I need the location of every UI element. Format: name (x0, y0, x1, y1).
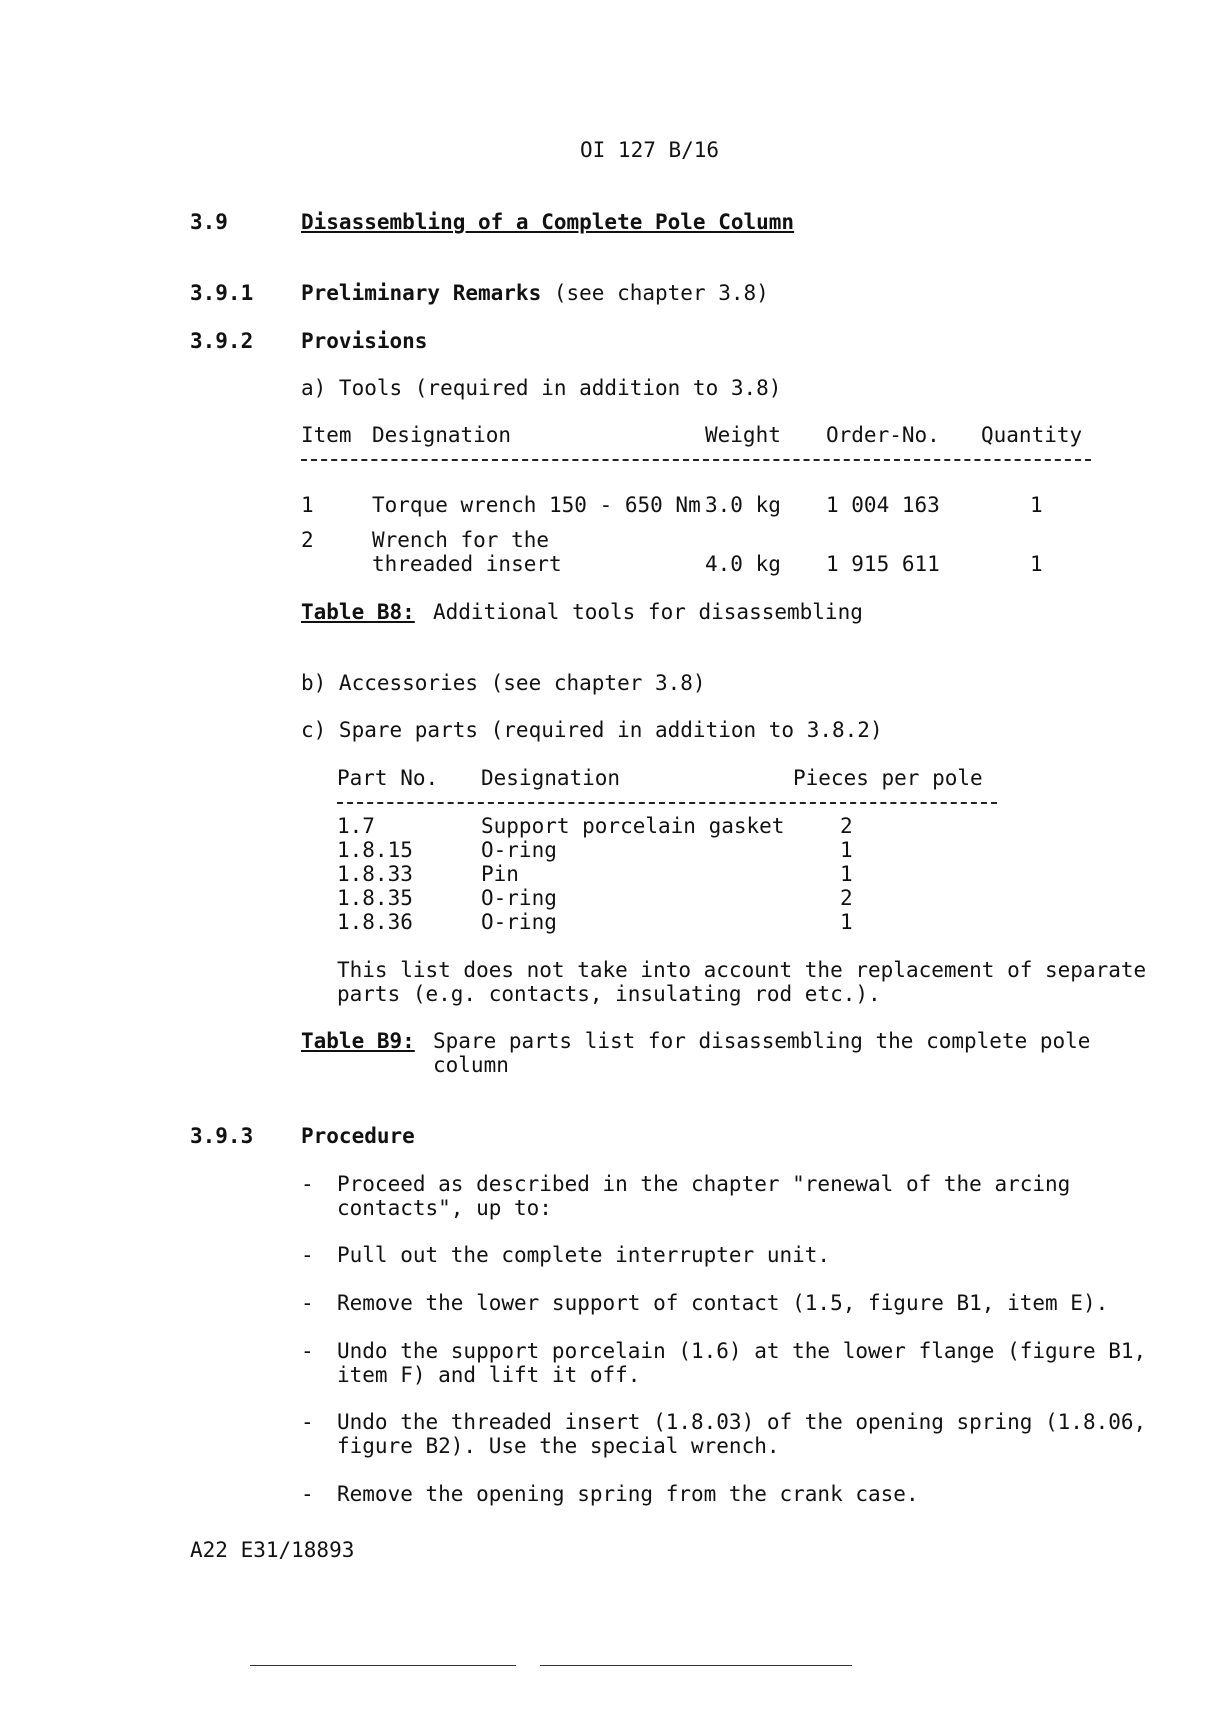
procedure-step-2-line1: Pull out the complete interrupter unit. (337, 1243, 831, 1267)
table-b8-caption: Additional tools for disassembling (433, 600, 863, 624)
spares-row-4-part: 1.8.35 (337, 886, 413, 910)
procedure-step-3-line1: Remove the lower support of contact (1.5, figure B1, item E). (337, 1291, 1109, 1315)
table-b9-caption-line2: column (433, 1053, 509, 1077)
procedure-bullet-5: - (301, 1410, 314, 1434)
spares-row-3-part: 1.8.33 (337, 862, 413, 886)
procedure-step-1-line1: Proceed as described in the chapter "renewal of the arcing (337, 1172, 1071, 1196)
tools-row-2-quantity: 1 (1030, 552, 1043, 576)
subsection-391 (301, 281, 769, 305)
spares-row-4-designation: O-ring (481, 886, 557, 910)
spares-header-rule (337, 802, 997, 804)
subsection-number-393: 3.9.3 (190, 1124, 254, 1148)
accessories-text: b) Accessories (see chapter 3.8) (301, 671, 706, 695)
tools-row-1-designation: Torque wrench 150 - 650 Nm (372, 493, 701, 517)
spares-note-line2: parts (e.g. contacts, insulating rod etc.). (337, 982, 881, 1006)
spares-intro: c) Spare parts (required in addition to 3.8.2) (301, 718, 883, 742)
spares-row-1-pieces: 2 (840, 814, 853, 838)
procedure-bullet-4: - (301, 1339, 314, 1363)
spares-row-4-pieces: 2 (840, 886, 853, 910)
footer-code: A22 E31/18893 (190, 1538, 355, 1562)
tools-row-2-weight: 4.0 kg (705, 552, 781, 576)
tools-row-2-designation-line1: Wrench for the (372, 528, 550, 552)
subsection-title-391: Preliminary Remarks (301, 281, 542, 305)
procedure-bullet-2: - (301, 1243, 314, 1267)
tools-header-order: Order-No. (826, 423, 940, 447)
spares-row-5-pieces: 1 (840, 910, 853, 934)
bottom-scan-rule-right (540, 1665, 852, 1666)
tools-row-1-quantity: 1 (1030, 493, 1043, 517)
table-b9-caption-line1: Spare parts list for disassembling the complete pole (433, 1029, 1091, 1053)
spares-row-2-part: 1.8.15 (337, 838, 413, 862)
procedure-bullet-6: - (301, 1482, 314, 1506)
procedure-bullet-1: - (301, 1172, 314, 1196)
procedure-step-1-line2: contacts", up to: (337, 1196, 552, 1220)
tools-intro: a) Tools (required in addition to 3.8) (301, 376, 782, 400)
spares-row-5-designation: O-ring (481, 910, 557, 934)
spares-note-line1: This list does not take into account the replacement of separate (337, 958, 1147, 982)
tools-row-1-order: 1 004 163 (826, 493, 940, 517)
procedure-bullet-3: - (301, 1291, 314, 1315)
spares-header-designation: Designation (481, 766, 621, 790)
tools-row-2-order: 1 915 611 (826, 552, 940, 576)
tools-row-1-weight: 3.0 kg (705, 493, 781, 517)
spares-row-2-pieces: 1 (840, 838, 853, 862)
spares-row-1-designation: Support porcelain gasket (481, 814, 785, 838)
procedure-step-6-line1: Remove the opening spring from the crank case. (337, 1482, 919, 1506)
section-number: 3.9 (190, 210, 228, 234)
tools-header-rule (301, 459, 1091, 461)
subsection-number-392: 3.9.2 (190, 329, 254, 353)
table-b8-label: Table B8: (301, 600, 415, 624)
section-title: Disassembling of a Complete Pole Column (301, 210, 795, 234)
procedure-step-4-line2: item F) and lift it off. (337, 1363, 641, 1387)
tools-row-2-item: 2 (301, 528, 314, 552)
procedure-step-5-line2: figure B2). Use the special wrench. (337, 1434, 780, 1458)
subsection-title-393: Procedure (301, 1124, 415, 1148)
spares-header-pieces: Pieces per pole (793, 766, 983, 790)
subsection-title-392: Provisions (301, 329, 428, 353)
tools-row-1-item: 1 (301, 493, 314, 517)
document-reference: OI 127 B/16 (580, 138, 720, 162)
spares-row-5-part: 1.8.36 (337, 910, 413, 934)
tools-header-weight: Weight (705, 423, 781, 447)
spares-header-part: Part No. (337, 766, 439, 790)
subsection-number-391: 3.9.1 (190, 281, 254, 305)
tools-header-quantity: Quantity (981, 423, 1083, 447)
procedure-step-4-line1: Undo the support porcelain (1.6) at the lower flange (figure B1, (337, 1339, 1147, 1363)
tools-header-designation: Designation (372, 423, 512, 447)
table-b9-label: Table B9: (301, 1029, 415, 1053)
tools-row-2-designation-line2: threaded insert (372, 552, 562, 576)
subsection-text-391: (see chapter 3.8) (553, 281, 769, 305)
bottom-scan-rule-left (250, 1665, 516, 1666)
spares-row-1-part: 1.7 (337, 814, 375, 838)
spares-row-3-designation: Pin (481, 862, 519, 886)
procedure-step-5-line1: Undo the threaded insert (1.8.03) of the opening spring (1.8.06, (337, 1410, 1147, 1434)
spares-row-2-designation: O-ring (481, 838, 557, 862)
spares-row-3-pieces: 1 (840, 862, 853, 886)
tools-header-item: Item (301, 423, 352, 447)
